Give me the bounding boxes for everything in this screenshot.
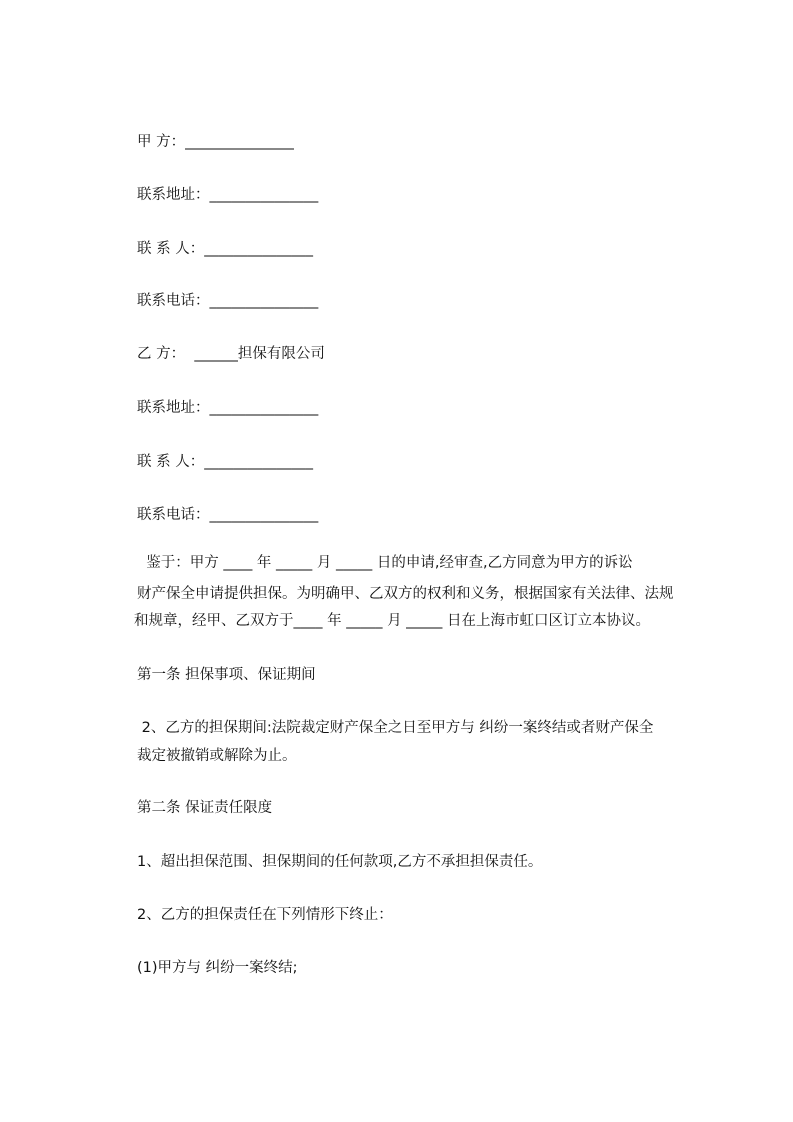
article-2-item-1: 1、超出担保范围、担保期间的任何款项,乙方不承担担保责任。	[137, 854, 543, 870]
article-2-title: 第二条 保证责任限度	[137, 800, 273, 816]
party-a-contact-line: 联 系 人：_______________	[137, 241, 313, 257]
article-1-item-2-line-2: 裁定被撤销或解除为止。	[137, 748, 297, 764]
party-a-phone-line: 联系电话：_______________	[137, 293, 319, 309]
party-b-phone-line: 联系电话：_______________	[137, 507, 319, 523]
article-2-sub-item-1: (1)甲方与 纠纷一案终结;	[137, 960, 298, 976]
preamble-line-2: 财产保全申请提供担保。为明确甲、乙双方的权利和义务，根据国家有关法律、法规	[137, 586, 674, 602]
party-b-name-line: 乙 方： ______担保有限公司	[137, 346, 325, 362]
preamble-line-1: 鉴于：甲方 ____ 年 _____ 月 _____ 日的申请,经审查,乙方同意为甲方的诉讼	[137, 555, 633, 571]
preamble-line-3: 和规章，经甲、乙双方于____ 年 _____ 月 _____ 日在上海市虹口区订立本协议。	[134, 613, 651, 629]
party-b-address-line: 联系地址：_______________	[137, 400, 319, 416]
article-2-item-2: 2、乙方的担保责任在下列情形下终止：	[137, 907, 393, 923]
article-1-item-2-line-1: 2、乙方的担保期间:法院裁定财产保全之日至甲方与 纠纷一案终结或者财产保全	[137, 720, 654, 736]
party-a-address-line: 联系地址：_______________	[137, 187, 319, 203]
party-b-contact-line: 联 系 人：_______________	[137, 454, 313, 470]
article-1-title: 第一条 担保事项、保证期间	[137, 667, 316, 683]
party-a-name-line: 甲 方：_______________	[137, 134, 294, 150]
